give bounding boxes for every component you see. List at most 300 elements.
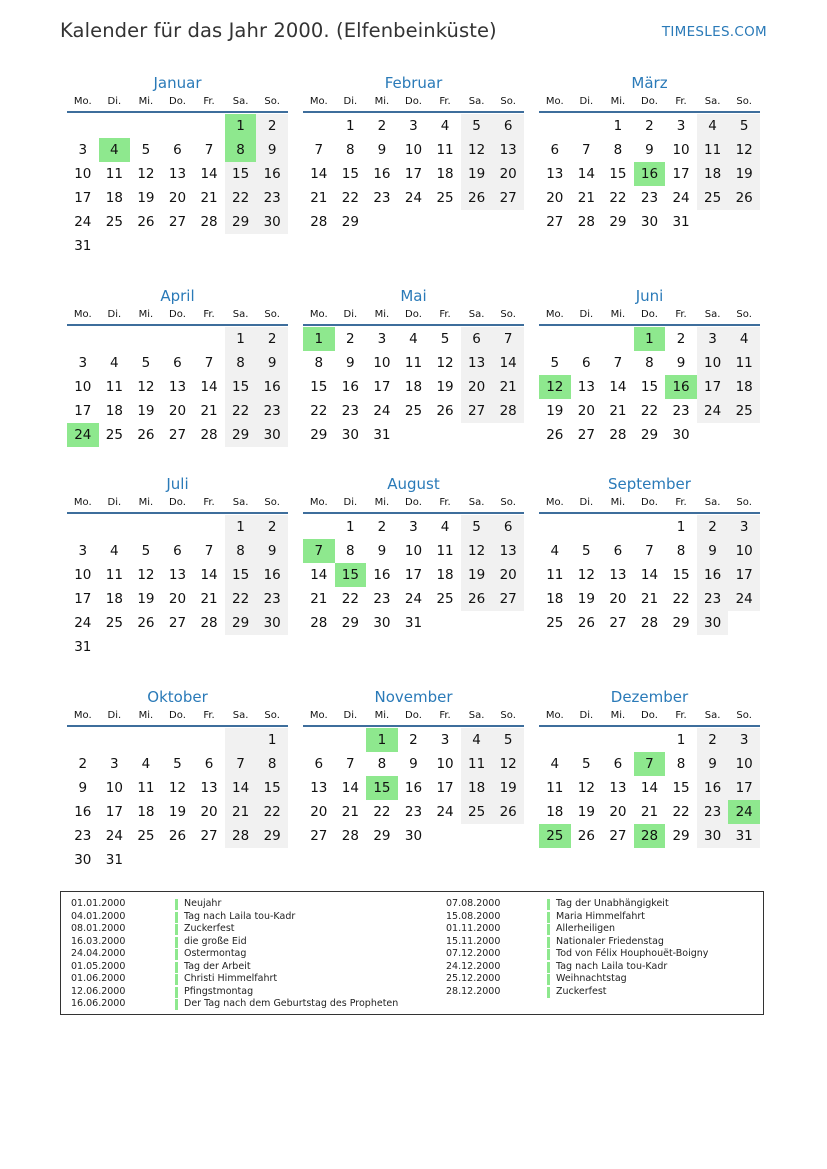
day-cell[interactable]: 3 (676, 118, 686, 134)
day-cell[interactable]: 30 (341, 427, 359, 443)
day-cell[interactable]: 12 (168, 780, 187, 796)
day-cell[interactable]: 7 (346, 756, 355, 772)
day-cell[interactable]: 1 (225, 327, 257, 351)
day-cell[interactable]: 22 (256, 800, 288, 824)
day-cell[interactable]: 10 (697, 351, 729, 375)
day-cell[interactable]: 13 (577, 379, 595, 395)
day-cell[interactable]: 27 (492, 186, 524, 210)
day-cell[interactable]: 10 (74, 567, 92, 583)
day-cell[interactable]: 4 (110, 543, 119, 559)
day-cell[interactable]: 9 (256, 138, 288, 162)
day-cell[interactable]: 29 (256, 824, 288, 848)
day-cell[interactable]: 21 (640, 804, 659, 820)
day-cell[interactable]: 7 (492, 327, 524, 351)
day-cell[interactable]: 31 (373, 427, 391, 443)
day-cell[interactable]: 20 (168, 591, 187, 607)
day-cell[interactable]: 24 (373, 403, 391, 419)
day-cell[interactable]: 19 (577, 591, 595, 607)
day-cell[interactable]: 20 (310, 804, 328, 820)
holiday-day-cell[interactable]: 1 (634, 327, 666, 351)
day-cell[interactable]: 10 (728, 539, 760, 563)
day-cell[interactable]: 19 (137, 591, 155, 607)
day-cell[interactable]: 25 (436, 190, 454, 206)
day-cell[interactable]: 9 (697, 539, 729, 563)
day-cell[interactable]: 19 (137, 190, 155, 206)
holiday-day-cell[interactable]: 24 (67, 423, 99, 447)
day-cell[interactable]: 24 (105, 828, 123, 844)
day-cell[interactable]: 30 (697, 824, 729, 848)
day-cell[interactable]: 18 (436, 166, 454, 182)
day-cell[interactable]: 8 (645, 355, 654, 371)
day-cell[interactable]: 14 (200, 567, 218, 583)
day-cell[interactable]: 8 (256, 752, 288, 776)
day-cell[interactable]: 16 (697, 563, 729, 587)
day-cell[interactable]: 4 (728, 327, 760, 351)
day-cell[interactable]: 25 (105, 427, 123, 443)
day-cell[interactable]: 2 (256, 327, 288, 351)
day-cell[interactable]: 21 (492, 375, 524, 399)
day-cell[interactable]: 19 (436, 379, 454, 395)
day-cell[interactable]: 18 (404, 379, 423, 395)
day-cell[interactable]: 3 (78, 543, 88, 559)
day-cell[interactable]: 31 (672, 214, 690, 230)
day-cell[interactable]: 9 (78, 780, 88, 796)
day-cell[interactable]: 8 (377, 756, 387, 772)
day-cell[interactable]: 19 (577, 804, 595, 820)
day-cell[interactable]: 20 (461, 375, 493, 399)
day-cell[interactable]: 16 (404, 780, 423, 796)
day-cell[interactable]: 30 (373, 615, 391, 631)
day-cell[interactable]: 25 (137, 828, 155, 844)
day-cell[interactable]: 9 (377, 543, 387, 559)
day-cell[interactable]: 26 (492, 800, 524, 824)
day-cell[interactable]: 16 (256, 563, 288, 587)
day-cell[interactable]: 22 (310, 403, 328, 419)
day-cell[interactable]: 29 (672, 615, 690, 631)
day-cell[interactable]: 2 (78, 756, 88, 772)
day-cell[interactable]: 21 (577, 190, 595, 206)
day-cell[interactable]: 14 (492, 351, 524, 375)
day-cell[interactable]: 15 (640, 379, 659, 395)
day-cell[interactable]: 8 (225, 351, 257, 375)
day-cell[interactable]: 18 (728, 375, 760, 399)
day-cell[interactable]: 6 (582, 355, 591, 371)
day-cell[interactable]: 1 (613, 118, 623, 134)
day-cell[interactable]: 18 (105, 591, 123, 607)
day-cell[interactable]: 19 (461, 162, 493, 186)
day-cell[interactable]: 21 (200, 190, 218, 206)
day-cell[interactable]: 27 (168, 214, 187, 230)
day-cell[interactable]: 6 (204, 756, 214, 772)
day-cell[interactable]: 17 (697, 375, 729, 399)
holiday-day-cell[interactable]: 1 (225, 114, 257, 138)
day-cell[interactable]: 27 (492, 587, 524, 611)
day-cell[interactable]: 17 (105, 804, 123, 820)
day-cell[interactable]: 24 (728, 587, 760, 611)
day-cell[interactable]: 18 (105, 403, 123, 419)
day-cell[interactable]: 28 (577, 214, 595, 230)
day-cell[interactable]: 30 (256, 210, 288, 234)
day-cell[interactable]: 27 (546, 214, 564, 230)
day-cell[interactable]: 16 (373, 567, 391, 583)
day-cell[interactable]: 4 (409, 331, 418, 347)
day-cell[interactable]: 23 (256, 186, 288, 210)
day-cell[interactable]: 22 (609, 190, 627, 206)
day-cell[interactable]: 20 (168, 403, 187, 419)
day-cell[interactable]: 21 (640, 591, 659, 607)
day-cell[interactable]: 3 (697, 327, 729, 351)
day-cell[interactable]: 3 (409, 519, 418, 535)
day-cell[interactable]: 12 (137, 567, 155, 583)
day-cell[interactable]: 5 (550, 355, 560, 371)
day-cell[interactable]: 19 (137, 403, 155, 419)
day-cell[interactable]: 15 (256, 776, 288, 800)
day-cell[interactable]: 21 (310, 190, 328, 206)
day-cell[interactable]: 22 (225, 399, 257, 423)
day-cell[interactable]: 13 (492, 138, 524, 162)
day-cell[interactable]: 13 (168, 166, 187, 182)
day-cell[interactable]: 26 (137, 214, 155, 230)
day-cell[interactable]: 6 (461, 327, 493, 351)
day-cell[interactable]: 9 (645, 142, 654, 158)
day-cell[interactable]: 14 (609, 379, 627, 395)
day-cell[interactable]: 18 (137, 804, 155, 820)
holiday-day-cell[interactable]: 28 (634, 824, 666, 848)
day-cell[interactable]: 15 (225, 563, 257, 587)
day-cell[interactable]: 11 (436, 543, 454, 559)
day-cell[interactable]: 13 (609, 567, 627, 583)
day-cell[interactable]: 17 (728, 563, 760, 587)
day-cell[interactable]: 19 (492, 776, 524, 800)
day-cell[interactable]: 4 (550, 543, 560, 559)
day-cell[interactable]: 29 (225, 210, 257, 234)
day-cell[interactable]: 5 (461, 114, 493, 138)
day-cell[interactable]: 10 (672, 142, 690, 158)
day-cell[interactable]: 24 (672, 190, 690, 206)
day-cell[interactable]: 8 (314, 355, 324, 371)
day-cell[interactable]: 3 (409, 118, 418, 134)
day-cell[interactable]: 22 (225, 186, 257, 210)
day-cell[interactable]: 28 (492, 399, 524, 423)
day-cell[interactable]: 13 (200, 780, 218, 796)
day-cell[interactable]: 19 (461, 563, 493, 587)
holiday-day-cell[interactable]: 16 (634, 162, 666, 186)
day-cell[interactable]: 5 (728, 114, 760, 138)
day-cell[interactable]: 16 (373, 166, 391, 182)
day-cell[interactable]: 2 (346, 331, 355, 347)
day-cell[interactable]: 17 (74, 190, 92, 206)
day-cell[interactable]: 20 (546, 190, 564, 206)
day-cell[interactable]: 22 (225, 587, 257, 611)
day-cell[interactable]: 10 (105, 780, 123, 796)
day-cell[interactable]: 10 (74, 379, 92, 395)
day-cell[interactable]: 16 (341, 379, 359, 395)
day-cell[interactable]: 15 (225, 162, 257, 186)
day-cell[interactable]: 14 (200, 379, 218, 395)
day-cell[interactable]: 2 (676, 331, 686, 347)
holiday-day-cell[interactable]: 24 (728, 800, 760, 824)
day-cell[interactable]: 1 (346, 519, 355, 535)
day-cell[interactable]: 25 (105, 214, 123, 230)
day-cell[interactable]: 9 (676, 355, 686, 371)
day-cell[interactable]: 9 (409, 756, 418, 772)
day-cell[interactable]: 29 (310, 427, 328, 443)
day-cell[interactable]: 2 (697, 728, 729, 752)
day-cell[interactable]: 29 (609, 214, 627, 230)
day-cell[interactable]: 23 (373, 591, 391, 607)
day-cell[interactable]: 5 (440, 331, 450, 347)
day-cell[interactable]: 20 (609, 804, 627, 820)
day-cell[interactable]: 25 (404, 403, 423, 419)
day-cell[interactable]: 18 (105, 190, 123, 206)
day-cell[interactable]: 10 (373, 355, 391, 371)
day-cell[interactable]: 2 (409, 732, 418, 748)
day-cell[interactable]: 18 (436, 567, 454, 583)
day-cell[interactable]: 10 (436, 756, 454, 772)
day-cell[interactable]: 31 (74, 238, 92, 254)
holiday-day-cell[interactable]: 15 (366, 776, 398, 800)
day-cell[interactable]: 23 (697, 587, 729, 611)
day-cell[interactable]: 11 (728, 351, 760, 375)
day-cell[interactable]: 13 (492, 539, 524, 563)
day-cell[interactable]: 26 (436, 403, 454, 419)
day-cell[interactable]: 1 (676, 519, 686, 535)
day-cell[interactable]: 27 (461, 399, 493, 423)
day-cell[interactable]: 20 (492, 563, 524, 587)
day-cell[interactable]: 21 (225, 800, 257, 824)
day-cell[interactable]: 25 (697, 186, 729, 210)
day-cell[interactable]: 14 (341, 780, 359, 796)
day-cell[interactable]: 14 (640, 567, 659, 583)
day-cell[interactable]: 4 (141, 756, 151, 772)
day-cell[interactable]: 14 (577, 166, 595, 182)
day-cell[interactable]: 16 (256, 375, 288, 399)
day-cell[interactable]: 23 (256, 399, 288, 423)
day-cell[interactable]: 10 (728, 752, 760, 776)
day-cell[interactable]: 20 (168, 190, 187, 206)
day-cell[interactable]: 30 (256, 423, 288, 447)
day-cell[interactable]: 23 (404, 804, 423, 820)
day-cell[interactable]: 13 (546, 166, 564, 182)
day-cell[interactable]: 23 (697, 800, 729, 824)
day-cell[interactable]: 4 (440, 118, 450, 134)
day-cell[interactable]: 5 (461, 515, 493, 539)
day-cell[interactable]: 30 (697, 611, 729, 635)
day-cell[interactable]: 8 (346, 142, 355, 158)
day-cell[interactable]: 20 (577, 403, 595, 419)
day-cell[interactable]: 9 (256, 539, 288, 563)
day-cell[interactable]: 18 (461, 776, 493, 800)
day-cell[interactable]: 27 (609, 828, 627, 844)
day-cell[interactable]: 3 (440, 732, 450, 748)
day-cell[interactable]: 24 (404, 190, 423, 206)
day-cell[interactable]: 27 (200, 828, 218, 844)
day-cell[interactable]: 21 (341, 804, 359, 820)
day-cell[interactable]: 31 (74, 639, 92, 655)
day-cell[interactable]: 17 (404, 166, 423, 182)
day-cell[interactable]: 12 (728, 138, 760, 162)
day-cell[interactable]: 7 (613, 355, 623, 371)
holiday-day-cell[interactable]: 1 (366, 728, 398, 752)
day-cell[interactable]: 22 (341, 190, 359, 206)
day-cell[interactable]: 14 (200, 166, 218, 182)
day-cell[interactable]: 27 (609, 615, 627, 631)
day-cell[interactable]: 6 (314, 756, 324, 772)
day-cell[interactable]: 10 (74, 166, 92, 182)
day-cell[interactable]: 25 (728, 399, 760, 423)
day-cell[interactable]: 24 (404, 591, 423, 607)
day-cell[interactable]: 26 (546, 427, 564, 443)
day-cell[interactable]: 17 (373, 379, 391, 395)
day-cell[interactable]: 29 (373, 828, 391, 844)
day-cell[interactable]: 3 (78, 142, 88, 158)
day-cell[interactable]: 7 (645, 543, 654, 559)
day-cell[interactable]: 1 (676, 732, 686, 748)
day-cell[interactable]: 11 (105, 379, 123, 395)
holiday-day-cell[interactable]: 15 (335, 563, 367, 587)
day-cell[interactable]: 2 (697, 515, 729, 539)
day-cell[interactable]: 4 (697, 114, 729, 138)
day-cell[interactable]: 16 (74, 804, 92, 820)
day-cell[interactable]: 4 (550, 756, 560, 772)
day-cell[interactable]: 6 (613, 543, 623, 559)
day-cell[interactable]: 29 (341, 615, 359, 631)
day-cell[interactable]: 24 (74, 615, 92, 631)
day-cell[interactable]: 31 (404, 615, 423, 631)
day-cell[interactable]: 2 (377, 519, 387, 535)
day-cell[interactable]: 3 (728, 728, 760, 752)
day-cell[interactable]: 12 (492, 752, 524, 776)
day-cell[interactable]: 26 (168, 828, 187, 844)
holiday-day-cell[interactable]: 4 (99, 138, 131, 162)
day-cell[interactable]: 8 (613, 142, 623, 158)
day-cell[interactable]: 28 (609, 427, 627, 443)
day-cell[interactable]: 11 (546, 780, 564, 796)
day-cell[interactable]: 25 (546, 615, 564, 631)
day-cell[interactable]: 21 (200, 403, 218, 419)
holiday-day-cell[interactable]: 7 (634, 752, 666, 776)
day-cell[interactable]: 21 (200, 591, 218, 607)
day-cell[interactable]: 20 (200, 804, 218, 820)
brand-logo[interactable]: TIMESLES.COM (661, 24, 767, 40)
day-cell[interactable]: 22 (640, 403, 659, 419)
day-cell[interactable]: 11 (697, 138, 729, 162)
day-cell[interactable]: 15 (609, 166, 627, 182)
day-cell[interactable]: 5 (492, 728, 524, 752)
day-cell[interactable]: 28 (341, 828, 359, 844)
day-cell[interactable]: 21 (609, 403, 627, 419)
day-cell[interactable]: 30 (74, 852, 92, 868)
day-cell[interactable]: 30 (640, 214, 659, 230)
day-cell[interactable]: 12 (577, 567, 595, 583)
day-cell[interactable]: 13 (168, 567, 187, 583)
day-cell[interactable]: 6 (173, 355, 182, 371)
day-cell[interactable]: 23 (640, 190, 659, 206)
day-cell[interactable]: 10 (404, 142, 423, 158)
day-cell[interactable]: 5 (582, 756, 591, 772)
day-cell[interactable]: 23 (341, 403, 359, 419)
day-cell[interactable]: 11 (436, 142, 454, 158)
day-cell[interactable]: 17 (74, 403, 92, 419)
day-cell[interactable]: 14 (640, 780, 659, 796)
day-cell[interactable]: 17 (404, 567, 423, 583)
day-cell[interactable]: 11 (461, 752, 493, 776)
day-cell[interactable]: 5 (582, 543, 591, 559)
day-cell[interactable]: 8 (225, 539, 257, 563)
day-cell[interactable]: 26 (137, 615, 155, 631)
day-cell[interactable]: 7 (204, 355, 214, 371)
day-cell[interactable]: 17 (728, 776, 760, 800)
day-cell[interactable]: 5 (173, 756, 182, 772)
day-cell[interactable]: 23 (74, 828, 92, 844)
day-cell[interactable]: 12 (137, 166, 155, 182)
day-cell[interactable]: 19 (728, 162, 760, 186)
day-cell[interactable]: 15 (672, 780, 690, 796)
day-cell[interactable]: 20 (492, 162, 524, 186)
day-cell[interactable]: 28 (200, 615, 218, 631)
day-cell[interactable]: 26 (461, 186, 493, 210)
day-cell[interactable]: 28 (310, 214, 328, 230)
day-cell[interactable]: 2 (256, 114, 288, 138)
holiday-day-cell[interactable]: 8 (225, 138, 257, 162)
day-cell[interactable]: 25 (436, 591, 454, 607)
day-cell[interactable]: 4 (110, 355, 119, 371)
day-cell[interactable]: 3 (728, 515, 760, 539)
day-cell[interactable]: 27 (577, 427, 595, 443)
day-cell[interactable]: 29 (341, 214, 359, 230)
day-cell[interactable]: 29 (640, 427, 659, 443)
day-cell[interactable]: 11 (105, 567, 123, 583)
day-cell[interactable]: 22 (672, 591, 690, 607)
day-cell[interactable]: 31 (728, 824, 760, 848)
day-cell[interactable]: 1 (346, 118, 355, 134)
day-cell[interactable]: 13 (461, 351, 493, 375)
day-cell[interactable]: 11 (105, 166, 123, 182)
day-cell[interactable]: 2 (377, 118, 387, 134)
day-cell[interactable]: 23 (672, 403, 690, 419)
day-cell[interactable]: 14 (225, 776, 257, 800)
day-cell[interactable]: 8 (676, 543, 686, 559)
day-cell[interactable]: 9 (697, 752, 729, 776)
day-cell[interactable]: 7 (225, 752, 257, 776)
holiday-day-cell[interactable]: 1 (303, 327, 335, 351)
day-cell[interactable]: 5 (141, 355, 151, 371)
day-cell[interactable]: 27 (310, 828, 328, 844)
day-cell[interactable]: 12 (137, 379, 155, 395)
day-cell[interactable]: 13 (168, 379, 187, 395)
day-cell[interactable]: 18 (546, 804, 564, 820)
day-cell[interactable]: 11 (137, 780, 155, 796)
day-cell[interactable]: 31 (105, 852, 123, 868)
day-cell[interactable]: 14 (310, 567, 328, 583)
day-cell[interactable]: 6 (613, 756, 623, 772)
day-cell[interactable]: 12 (461, 539, 493, 563)
day-cell[interactable]: 29 (225, 423, 257, 447)
day-cell[interactable]: 7 (314, 142, 324, 158)
day-cell[interactable]: 6 (173, 543, 182, 559)
day-cell[interactable]: 26 (577, 615, 595, 631)
day-cell[interactable]: 15 (672, 567, 690, 583)
day-cell[interactable]: 15 (225, 375, 257, 399)
day-cell[interactable]: 13 (609, 780, 627, 796)
day-cell[interactable]: 5 (141, 142, 151, 158)
day-cell[interactable]: 15 (341, 166, 359, 182)
day-cell[interactable]: 23 (373, 190, 391, 206)
day-cell[interactable]: 30 (404, 828, 423, 844)
day-cell[interactable]: 19 (168, 804, 187, 820)
day-cell[interactable]: 6 (492, 114, 524, 138)
day-cell[interactable]: 3 (110, 756, 119, 772)
